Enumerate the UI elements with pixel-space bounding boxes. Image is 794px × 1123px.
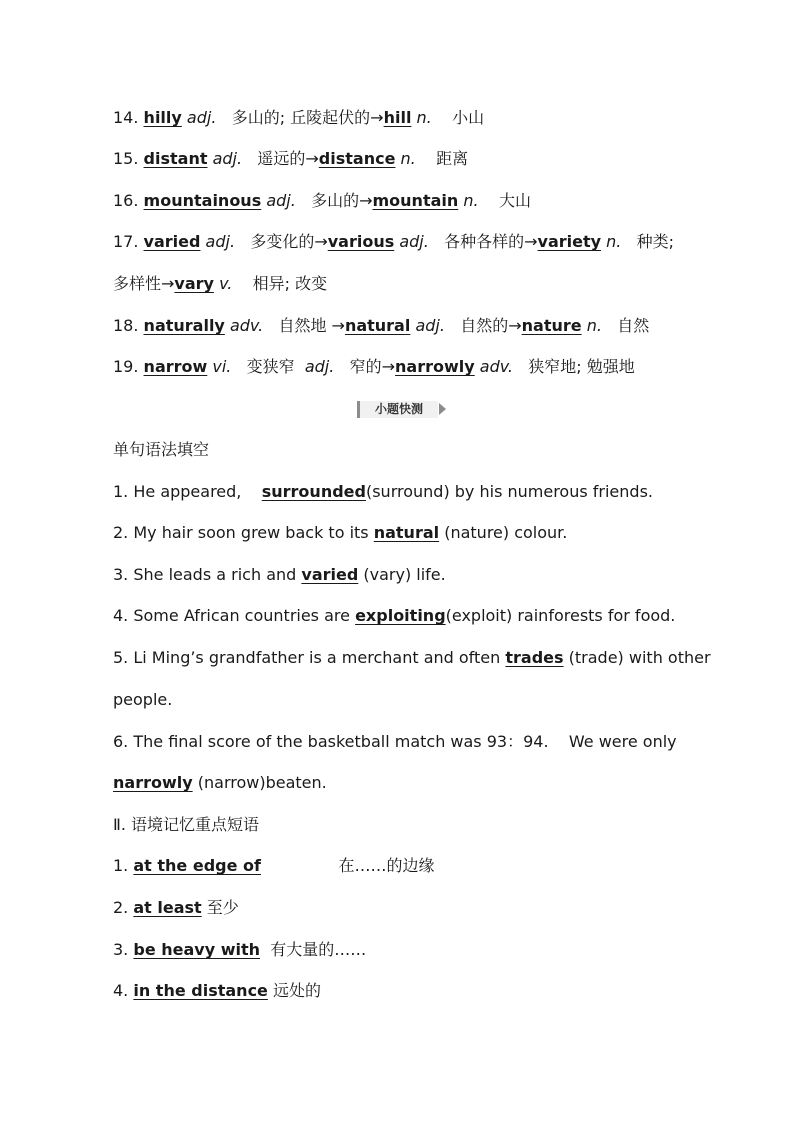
- part-of-speech: v.: [219, 274, 233, 293]
- meaning: 自然地 →: [278, 316, 345, 335]
- sentence-5-continued: people.: [113, 690, 173, 709]
- headword: mountainous: [143, 191, 262, 210]
- section-badge: [357, 401, 438, 418]
- vocab-line-15: [113, 148, 713, 170]
- part-of-speech: adj.: [205, 232, 236, 251]
- part-of-speech: adj.: [212, 149, 243, 168]
- sentence-3: [113, 564, 713, 586]
- related-word: mountain: [372, 191, 459, 210]
- badge-label: 小题快测: [374, 402, 423, 416]
- part-of-speech: n.: [400, 149, 416, 168]
- vocab-line-17-continued: [113, 273, 713, 295]
- related-word: vary: [174, 274, 214, 293]
- sentence-6: [113, 731, 713, 753]
- sentence-text: 2. My hair soon grew back to its: [113, 523, 369, 542]
- phrase-4: [113, 980, 713, 1002]
- phrase: at least: [133, 898, 202, 917]
- phrase-meaning: 有大量的……: [270, 940, 367, 959]
- sentence-text: 5. Li Ming’s grandfather is a merchant and often: [113, 648, 501, 667]
- meaning: 遥远的→: [257, 149, 319, 168]
- related-word: variety: [537, 232, 602, 251]
- part-of-speech: adj.: [266, 191, 296, 210]
- part-of-speech: n.: [463, 191, 479, 210]
- part-of-speech: adj.: [304, 357, 335, 376]
- related-word: distance: [318, 149, 396, 168]
- related-word: hill: [383, 108, 412, 127]
- sentence-text: (nature) colour.: [444, 523, 568, 542]
- item-number: 17.: [113, 232, 139, 251]
- exercise-title: 单句语法填空: [113, 440, 210, 459]
- vocab-line-18: [113, 315, 713, 337]
- meaning: 多山的; 丘陵起伏的→: [231, 108, 384, 127]
- meaning: 变狭窄: [246, 357, 295, 376]
- meaning: 狭窄地; 勉强地: [528, 357, 635, 376]
- meaning: 自然: [617, 316, 650, 335]
- item-number: 16.: [113, 191, 139, 210]
- related-word: nature: [521, 316, 582, 335]
- sentence-text: 3. She leads a rich and: [113, 565, 297, 584]
- part-of-speech: n.: [586, 316, 602, 335]
- sentence-text: (vary) life.: [363, 565, 446, 584]
- sentence-text: 1. He appeared,: [113, 482, 242, 501]
- item-number: 3.: [113, 940, 129, 959]
- phrase-meaning: 至少: [206, 898, 239, 917]
- headword: hilly: [143, 108, 182, 127]
- part-of-speech: n.: [606, 232, 622, 251]
- sentence-text: (trade) with other: [568, 648, 711, 667]
- meaning: 多样性→: [113, 274, 175, 293]
- section-2-title: Ⅱ. 语境记忆重点短语: [113, 815, 260, 834]
- item-number: 14.: [113, 108, 139, 127]
- meaning: 自然的→: [460, 316, 522, 335]
- part-of-speech: vi.: [212, 357, 232, 376]
- phrase-3: [113, 939, 713, 961]
- sentence-4: [113, 605, 713, 627]
- headword: naturally: [143, 316, 225, 335]
- part-of-speech: adj.: [415, 316, 445, 335]
- part-of-speech: adv.: [229, 316, 264, 335]
- phrase-1: [113, 855, 713, 877]
- sentence-text: 4. Some African countries are: [113, 606, 350, 625]
- phrase-2: [113, 897, 713, 919]
- sentence-text: (surround) by his numerous friends.: [365, 482, 653, 501]
- sentence-6-continued: [113, 772, 713, 794]
- item-number: 1.: [113, 856, 129, 875]
- related-word: narrowly: [395, 357, 475, 376]
- meaning: 种类;: [636, 232, 675, 251]
- meaning: 相异; 改变: [252, 274, 328, 293]
- part-of-speech: adv.: [479, 357, 513, 376]
- related-word: various: [327, 232, 395, 251]
- phrase: in the distance: [133, 981, 268, 1000]
- item-number: 15.: [113, 149, 139, 168]
- phrase: be heavy with: [133, 940, 261, 959]
- sentence-text: 6. The final score of the basketball match was 93：94. We were only: [113, 732, 677, 751]
- meaning: 距离: [436, 149, 469, 168]
- headword: distant: [143, 149, 208, 168]
- sentence-2: [113, 522, 713, 544]
- meaning: 各种各样的→: [444, 232, 538, 251]
- part-of-speech: adj.: [399, 232, 429, 251]
- sentence-text: (narrow)beaten.: [197, 773, 327, 792]
- answer-blank: natural: [373, 523, 440, 542]
- vocab-line-16: [113, 190, 713, 212]
- answer-blank: narrowly: [113, 773, 193, 792]
- phrase-meaning: 在……的边缘: [338, 856, 435, 875]
- item-number: 2.: [113, 898, 129, 917]
- answer-blank: exploiting: [355, 606, 446, 625]
- part-of-speech: n.: [416, 108, 432, 127]
- sentence-5: [113, 647, 713, 669]
- vocab-line-17: [113, 231, 713, 253]
- part-of-speech: adj.: [186, 108, 217, 127]
- answer-blank: varied: [301, 565, 359, 584]
- vocab-line-19: [113, 356, 713, 378]
- meaning: 多山的→: [311, 191, 373, 210]
- item-number: 19.: [113, 357, 139, 376]
- meaning: 小山: [452, 108, 485, 127]
- item-number: 4.: [113, 981, 129, 1000]
- phrase: at the edge of: [133, 856, 261, 875]
- headword: narrow: [143, 357, 208, 376]
- headword: varied: [143, 232, 201, 251]
- meaning: 大山: [498, 191, 531, 210]
- vocab-line-14: [113, 107, 713, 129]
- meaning: 多变化的→: [250, 232, 328, 251]
- item-number: 18.: [113, 316, 139, 335]
- answer-blank: trades: [505, 648, 564, 667]
- sentence-1: [113, 481, 713, 503]
- answer-blank: surrounded: [261, 482, 366, 501]
- related-word: natural: [344, 316, 411, 335]
- meaning: 窄的→: [349, 357, 396, 376]
- phrase-meaning: 远处的: [273, 981, 322, 1000]
- triangle-icon: [439, 403, 446, 415]
- sentence-text: (exploit) rainforests for food.: [445, 606, 676, 625]
